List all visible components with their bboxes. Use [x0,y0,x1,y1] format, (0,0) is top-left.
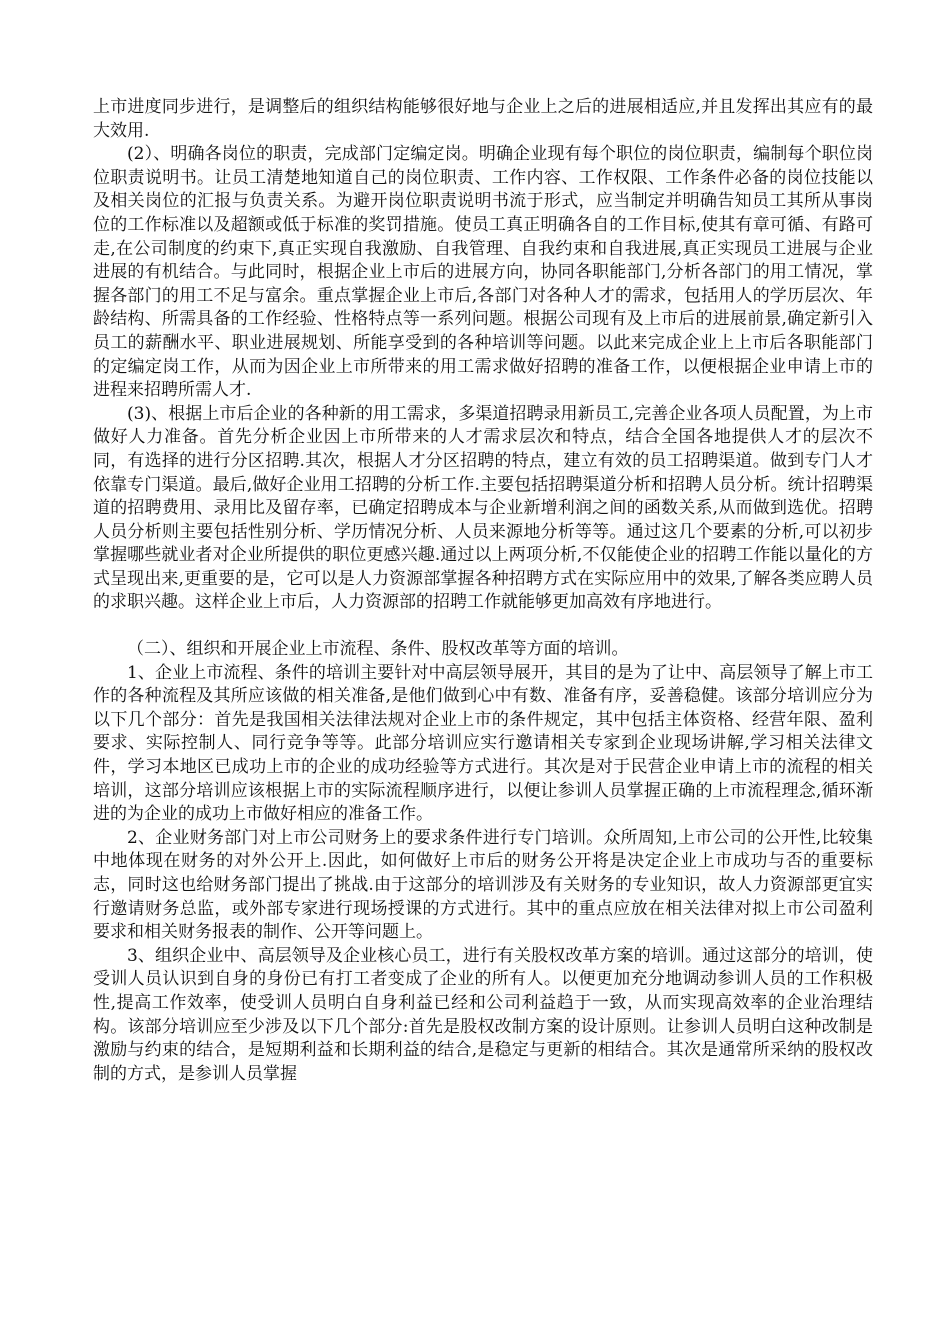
paragraph-job-responsibilities: (2）、明确各岗位的职责，完成部门定编定岗。明确企业现有每个职位的岗位职责，编制每个职位岗位职责说明书。让员工清楚地知道自己的岗位职责、工作内容、工作权限、工作条件必备的岗位技能以及相关岗位的汇报与负责关系。为避开岗位职责说明书流于形式，应当制定并明确告知员工其所从事岗位的工作标准以及超额或低于标准的奖罚措施。使员工真正明确各自的工作目标,使其有章可循、有路可走,在公司制度的约束下,真正实现自我激励、自我管理、自我约束和自我进展,真正实现员工进展与企业进展的有机结合。与此同时，根据企业上市后的进展方向，协同各职能部门,分析各部门的用工情况，掌握各部门的用工不足与富余。重点掌握企业上市后,各部门对各种人才的需求，包括用人的学历层次、年龄结构、所需具备的工作经验、性格特点等一系列问题。根据公司现有及上市后的进展前景,确定新引入员工的薪酬水平、职业进展规划、所能享受到的各种培训等问题。以此来完成企业上上市后各职能部门的定编定岗工作，从而为因企业上市所带来的用工需求做好招聘的准备工作，以便根据企业申请上市的进程来招聘所需人才. [93,144,873,401]
paragraph-equity-reform-training: 3、组织企业中、高层领导及企业核心员工，进行有关股权改革方案的培训。通过这部分的培训，使受训人员认识到自身的身份已有打工者变成了企业的所有人。以便更加充分地调动参训人员的工作积极性,提高工作效率，使受训人员明白自身利益已经和公司利益趋于一致，从而实现高效率的企业治理结构。该部分培训应至少涉及以下几个部分:首先是股权改制方案的设计原则。让参训人员明白这种改制是激励与约束的结合，是短期利益和长期利益的结合,是稳定与更新的相结合。其次是通常所采纳的股权改制的方式，是参训人员掌握 [93,945,873,1084]
document-page [93,96,873,1086]
section-heading-training: （二）、组织和开展企业上市流程、条件、股权改革等方面的培训。 [127,639,629,660]
paragraph-finance-training: 2、企业财务部门对上市公司财务上的要求条件进行专门培训。众所周知,上市公司的公开性,比较集中地体现在财务的对外公开上.因此，如何做好上市后的财务公开将是决定企业上市成功与否的重要标志，同时这也给财务部门提出了挑战.由于这部分的培训涉及有关财务的专业知识，故人力资源部更宜实行邀请财务总监，或外部专家进行现场授课的方式进行。其中的重点应放在相关法律对拟上市公司盈利要求和相关财务报表的制作、公开等问题上。 [93,827,873,943]
paragraph-recruitment: (3)、根据上市后企业的各种新的用工需求，多渠道招聘录用新员工,完善企业各项人员配置，为上市做好人力准备。首先分析企业因上市所带来的人才需求层次和特点，结合全国各地提供人才的层次不同，有选择的进行分区招聘.其次，根据人才分区招聘的特点，建立有效的员工招聘渠道。做到专门人才依靠专门渠道。最后,做好企业用工招聘的分析工作.主要包括招聘渠道分析和招聘人员分析。统计招聘渠道的招聘费用、录用比及留存率，已确定招聘成本与企业新增利润之间的函数关系,从而做到选优。招聘人员分析则主要包括性别分析、学历情况分析、人员来源地分析等等。通过这几个要素的分析,可以初步掌握哪些就业者对企业所提供的职位更感兴趣.通过以上两项分析,不仅能使企业的招聘工作能以量化的方式呈现出来,更重要的是，它可以是人力资源部掌握各种招聘方式在实际应用中的效果,了解各类应聘人员的求职兴趣。这样企业上市后，人力资源部的招聘工作就能够更加高效有序地进行。 [93,403,873,613]
paragraph-listing-process-training: 1、企业上市流程、条件的培训主要针对中高层领导展开，其目的是为了让中、高层领导了解上市工作的各种流程及其所应该做的相关准备,是他们做到心中有数、准备有序，妥善稳健。该部分培训应分为以下几个部分：首先是我国相关法律法规对企业上市的条件规定，其中包括主体资格、经营年限、盈利要求、实际控制人、同行竞争等等。此部分培训应实行邀请相关专家到企业现场讲解,学习相关法律文件，学习本地区已成功上市的企业的成功经验等方式进行。其次是对于民营企业申请上市的流程的相关培训，这部分培训应该根据上市的实际流程顺序进行，以便让参训人员掌握正确的上市流程理念,循环渐进的为企业的成功上市做好相应的准备工作。 [93,662,873,825]
paragraph-continuation: 上市进度同步进行，是调整后的组织结构能够很好地与企业上之后的进展相适应,并且发挥出其应有的最大效用. [93,97,873,141]
